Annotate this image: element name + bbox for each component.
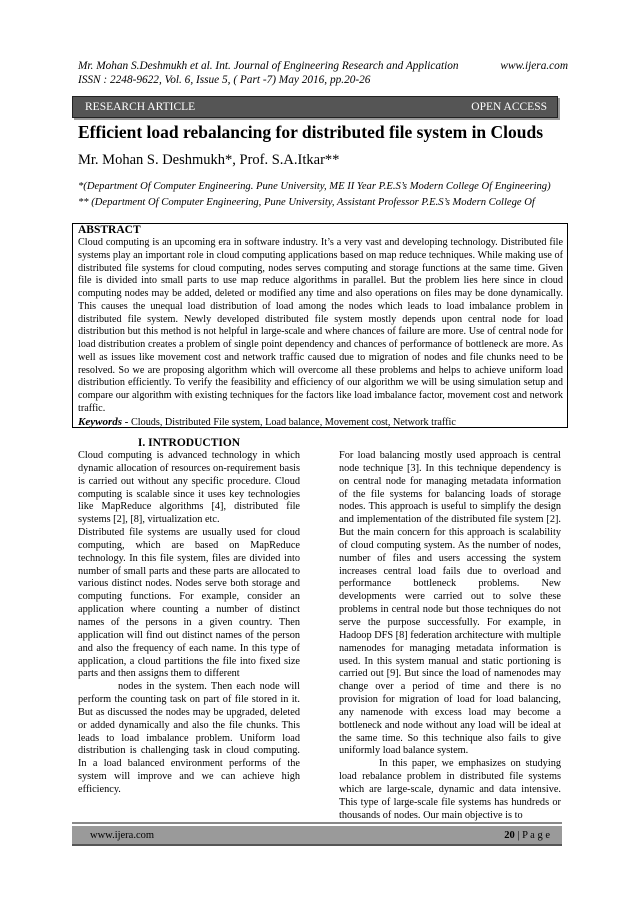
open-access-label: OPEN ACCESS: [471, 101, 547, 113]
abstract-heading: ABSTRACT: [78, 224, 141, 236]
intro-heading: I. INTRODUCTION: [137, 437, 241, 449]
intro-paragraph-3: nodes in the system. Then each node will perform the counting task on part of file stored in it. But as discussed the nodes may be upgraded, deleted or added dynamically and also the file chunks. This leads to load imbalance problem. Uniform load distribution is challenging task in cloud computing. In a load balanced environment performs of the system will improve and we can achieve high efficiency.: [78, 681, 300, 795]
affiliation-2: ** (Department Of Computer Engineering, Pune University, Assistant Professor P.E.S’s Modern College Of: [78, 197, 535, 208]
intro-paragraph-2: Distributed file systems are usually used for cloud computing, which are based on MapReduce technology. In this file system, files are divided into number of small parts and these parts are allocated to various distinct nodes. Nodes serve both storage and computing functions. For example, consider an application where counting a number of distinct names of the persons in a given country. Then application will find out distinct names of the person and also the frequency of each name. In this type of application, a cloud partitions the file into fixed size parts and then assigns them to different: [78, 527, 300, 680]
paper-title: Efficient load rebalancing for distributed file system in Clouds: [78, 122, 544, 142]
left-column: [78, 437, 300, 797]
abstract-text: Cloud computing is an upcoming era in software industry. It’s a very vast and developing technology. Distributed file systems play an important role in cloud computing applications based on map reduce techniques. While making use of distributed file systems for cloud computing, nodes serves computing and storage functions at the same time. Given file is divided into small parts to use map reduce algorithms in parallel. But the problem lies here since in cloud computing nodes may be added, deleted or modified any time and also operations on files may be done dynamically. This causes the unequal load distribution of load among the nodes which leads to load imbalance problem in distributed file system. Newly developed distributed file system mostly depends upon central node for load distribution but this method is not helpful in large-scale and where chances of failure are more. Use of central node for load distribution creates a problem of single point dependency and chances of performance of bottleneck are more. As well as issues like movement cost and network traffic caused due to migration of nodes and file chunks need to be resolved. So we are proposing algorithm which will overcome all these problems and helps to achieve uniform load distribution efficiently. To verify the feasibility and efficiency of our algorithm we will be using simulation setup and compare our algorithm with existing techniques for the factors like load imbalance factor, movement cost and network traffic.: [78, 237, 563, 414]
page-footer: [72, 826, 562, 846]
running-header: [78, 59, 568, 74]
footer-rule: [72, 822, 562, 824]
citation-text: Mr. Mohan S.Deshmukh et al. Int. Journal of Engineering Research and Application: [78, 60, 459, 72]
keywords-line: [78, 416, 563, 430]
footer-website[interactable]: www.ijera.com: [90, 829, 155, 841]
journal-website[interactable]: www.ijera.com: [500, 60, 568, 72]
issn-line: ISSN : 2248-9622, Vol. 6, Issue 5, ( Part -7) May 2016, pp.20-26: [78, 74, 371, 86]
intro-paragraph-1: Cloud computing is advanced technology in which dynamic allocation of resources on-requirement basis is carried out without any specific procedure. Cloud computing is scalable since it uses key technologies like MapReduce algorithms [4], distributed file systems [2], [8], virtualization etc.: [78, 450, 300, 526]
right-column: [339, 450, 561, 822]
affiliation-1: *(Department Of Computer Engineering. Pune University, ME II Year P.E.S’s Modern College Of Engineering): [78, 181, 551, 192]
keywords-text: Clouds, Distributed File system, Load balance, Movement cost, Network traffic: [128, 416, 456, 428]
keywords-label: Keywords -: [78, 415, 129, 428]
page-number-value: 20: [504, 829, 515, 841]
page-suffix: | P a g e: [514, 829, 550, 841]
paper-authors: Mr. Mohan S. Deshmukh*, Prof. S.A.Itkar**: [78, 152, 340, 168]
intro-paragraph-5: In this paper, we emphasizes on studying load rebalance problem in distributed file systems which are large-scale, dynamic and data intensive. This type of large-scale file systems has hundreds or thousands of nodes. Our main objective is to: [339, 758, 561, 821]
article-type-band: [72, 96, 558, 118]
research-article-label: RESEARCH ARTICLE: [85, 101, 196, 113]
abstract-section: [78, 224, 563, 429]
intro-paragraph-4: For load balancing mostly used approach is central node technique [3]. In this technique dependency is on central node for managing metadata information of the file systems for balancing loads of storage nodes. This approach is useful to simplify the design and implementation of the distributed file system [2]. But the main concern for this approach is scalability of cloud computing system. As the number of nodes, number of files and users accessing the system increases central load fails due to overload and performance bottleneck problems. New developments were carried out to solve these problems in central node but those techniques do not serve the purpose successfully. For example, in Hadoop DFS [8] federation architecture with multiple namenodes for managing metadata information is used. In this system manual and static portioning is carried out [9]. But since the load of namenodes may change over a period of time and there is no provision for migration of load for load balancing, any namenode with excess load may become a bottleneck and node without any load will be ideal at the same time. So this technique also fails to give uniformly load balance system.: [339, 450, 561, 757]
page-number: [504, 830, 550, 841]
